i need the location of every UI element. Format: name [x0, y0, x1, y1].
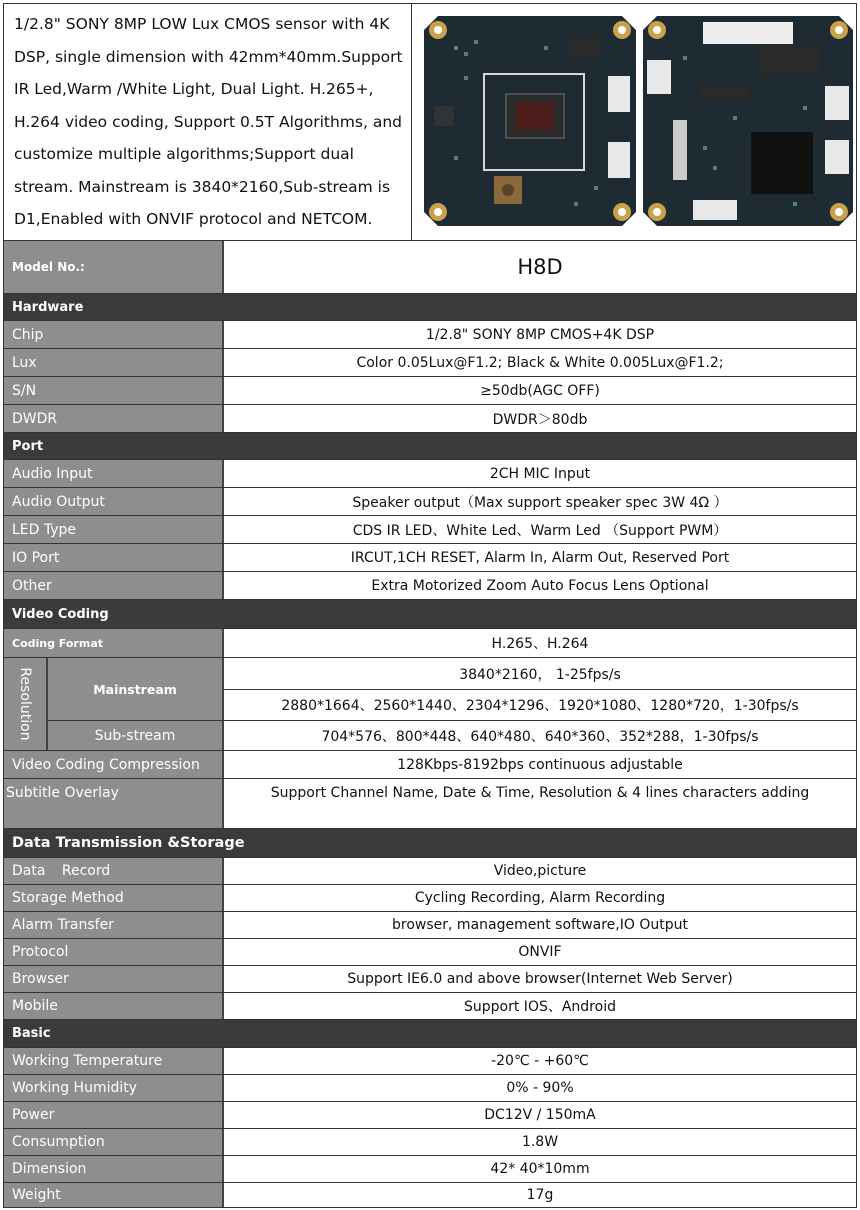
spec-label: Consumption	[4, 1129, 224, 1155]
spec-label: IO Port	[4, 544, 224, 571]
model-value: H8D	[517, 255, 563, 279]
spec-row-storage-method	[4, 884, 856, 911]
spec-label: Audio Output	[4, 488, 224, 515]
substream-label: Sub-stream	[48, 720, 224, 751]
spec-label: Browser	[4, 966, 224, 992]
spec-value: Support Channel Name, Date & Time, Resolution & 4 lines characters adding	[270, 785, 810, 801]
spec-row-audio-input	[4, 459, 856, 487]
mainstream-value-2: 2880*1664、2560*1440、2304*1296、1920*1080、1280*720，1-30fps/s	[224, 689, 856, 720]
spec-row-dimension	[4, 1155, 856, 1182]
spec-row-weight	[4, 1182, 856, 1207]
spec-label: Alarm Transfer	[4, 912, 224, 938]
spec-value: 1.8W	[521, 1134, 559, 1150]
spec-label: Protocol	[4, 939, 224, 965]
spec-value: Color 0.05Lux@F1.2; Black & White 0.005Lux@F1.2;	[356, 354, 724, 371]
spec-row-working-temperature	[4, 1047, 856, 1074]
spec-value: H.265、H.264	[491, 636, 589, 652]
spec-row-protocol	[4, 938, 856, 965]
section-storage: Data Transmission &Storage	[4, 828, 856, 857]
spec-value: 0% - 90%	[506, 1080, 574, 1096]
spec-label: Working Temperature	[4, 1048, 224, 1074]
spec-label: Mobile	[4, 993, 224, 1019]
spec-value: Support IE6.0 and above browser(Internet Web Server)	[347, 971, 733, 987]
spec-label: Working Humidity	[4, 1075, 224, 1101]
spec-row-mobile	[4, 992, 856, 1019]
spec-row-subtitle	[4, 778, 856, 828]
header-area	[4, 4, 856, 240]
spec-row-compression	[4, 750, 856, 778]
section-video-coding: Video Coding	[4, 599, 856, 628]
spec-label: S/N	[4, 377, 224, 404]
spec-value: 1/2.8" SONY 8MP CMOS+4K DSP	[425, 326, 655, 343]
section-basic: Basic	[4, 1019, 856, 1047]
spec-row-lux	[4, 348, 856, 376]
spec-value: 128Kbps-8192bps continuous adjustable	[397, 756, 683, 773]
spec-label: DWDR	[4, 405, 224, 432]
spec-row-io-port	[4, 543, 856, 571]
board-back-photo	[643, 16, 853, 226]
resolution-block	[4, 657, 856, 750]
spec-value: -20℃ - +60℃	[491, 1053, 589, 1069]
spec-row-consumption	[4, 1128, 856, 1155]
spec-label: LED Type	[4, 516, 224, 543]
spec-label: Dimension	[4, 1156, 224, 1182]
product-description: 1/2.8" SONY 8MP LOW Lux CMOS sensor with 4K DSP, single dimension with 42mm*40mm.Support IR Led,Warm /White Light, Dual Light. H.265+, H.264 video coding, Support 0.5T Algorithms, and customize multiple algorithms;Support dual stream. Mainstream is 3840*2160,Sub-stream is D1,Enabled with ONVIF protocol and NETCOM.	[4, 4, 412, 240]
spec-value: 2CH MIC Input	[489, 465, 591, 482]
spec-sheet	[3, 3, 857, 1208]
spec-value: Speaker output（Max support speaker spec 3W 4Ω ）	[352, 494, 728, 511]
spec-label: Storage Method	[4, 885, 224, 911]
spec-value: Video,picture	[493, 863, 587, 879]
section-hardware: Hardware	[4, 293, 856, 320]
spec-value: Extra Motorized Zoom Auto Focus Lens Optional	[371, 577, 709, 594]
substream-value: 704*576、800*448、640*480、640*360、352*288，1-30fps/s	[224, 720, 856, 751]
spec-value: ONVIF	[518, 944, 562, 960]
spec-value: 17g	[526, 1187, 554, 1203]
spec-row-alarm-transfer	[4, 911, 856, 938]
spec-label: Chip	[4, 321, 224, 348]
model-label: Model No.:	[4, 241, 224, 293]
spec-value: IRCUT,1CH RESET, Alarm In, Alarm Out, Reserved Port	[350, 549, 730, 566]
spec-row-data-record	[4, 857, 856, 884]
spec-value: Support IOS、Android	[464, 999, 616, 1015]
spec-label: Data Record	[4, 858, 224, 884]
spec-row-chip	[4, 320, 856, 348]
spec-row-browser	[4, 965, 856, 992]
board-front-photo	[424, 16, 636, 226]
spec-value: browser, management software,IO Output	[392, 917, 688, 933]
spec-value: 42* 40*10mm	[490, 1161, 590, 1177]
resolution-label: Resolution	[4, 658, 48, 750]
spec-label: Audio Input	[4, 460, 224, 487]
spec-row-coding-format	[4, 628, 856, 657]
spec-row-led-type	[4, 515, 856, 543]
spec-value: CDS IR LED、White Led、Warm Led （Support PWM）	[352, 522, 728, 539]
spec-label: Video Coding Compression	[4, 751, 224, 778]
spec-value: ≥50db(AGC OFF)	[480, 382, 600, 399]
spec-label: Other	[4, 572, 224, 599]
spec-row-dwdr	[4, 404, 856, 432]
spec-row-other	[4, 571, 856, 599]
spec-label: Subtitle Overlay	[4, 779, 224, 828]
spec-row-power	[4, 1101, 856, 1128]
spec-label: Coding Format	[4, 629, 224, 657]
spec-value: DC12V / 150mA	[484, 1107, 596, 1123]
spec-label: Lux	[4, 349, 224, 376]
mainstream-value-1: 3840*2160， 1-25fps/s	[459, 666, 621, 683]
spec-row-audio-output	[4, 487, 856, 515]
spec-row-sn	[4, 376, 856, 404]
spec-value: DWDR＞80db	[492, 411, 588, 428]
mainstream-label: Mainstream	[48, 658, 224, 720]
model-row	[4, 240, 856, 293]
spec-label: Power	[4, 1102, 224, 1128]
spec-value: Cycling Recording, Alarm Recording	[414, 890, 666, 906]
spec-label: Weight	[4, 1183, 224, 1207]
spec-row-working-humidity	[4, 1074, 856, 1101]
section-port: Port	[4, 432, 856, 459]
